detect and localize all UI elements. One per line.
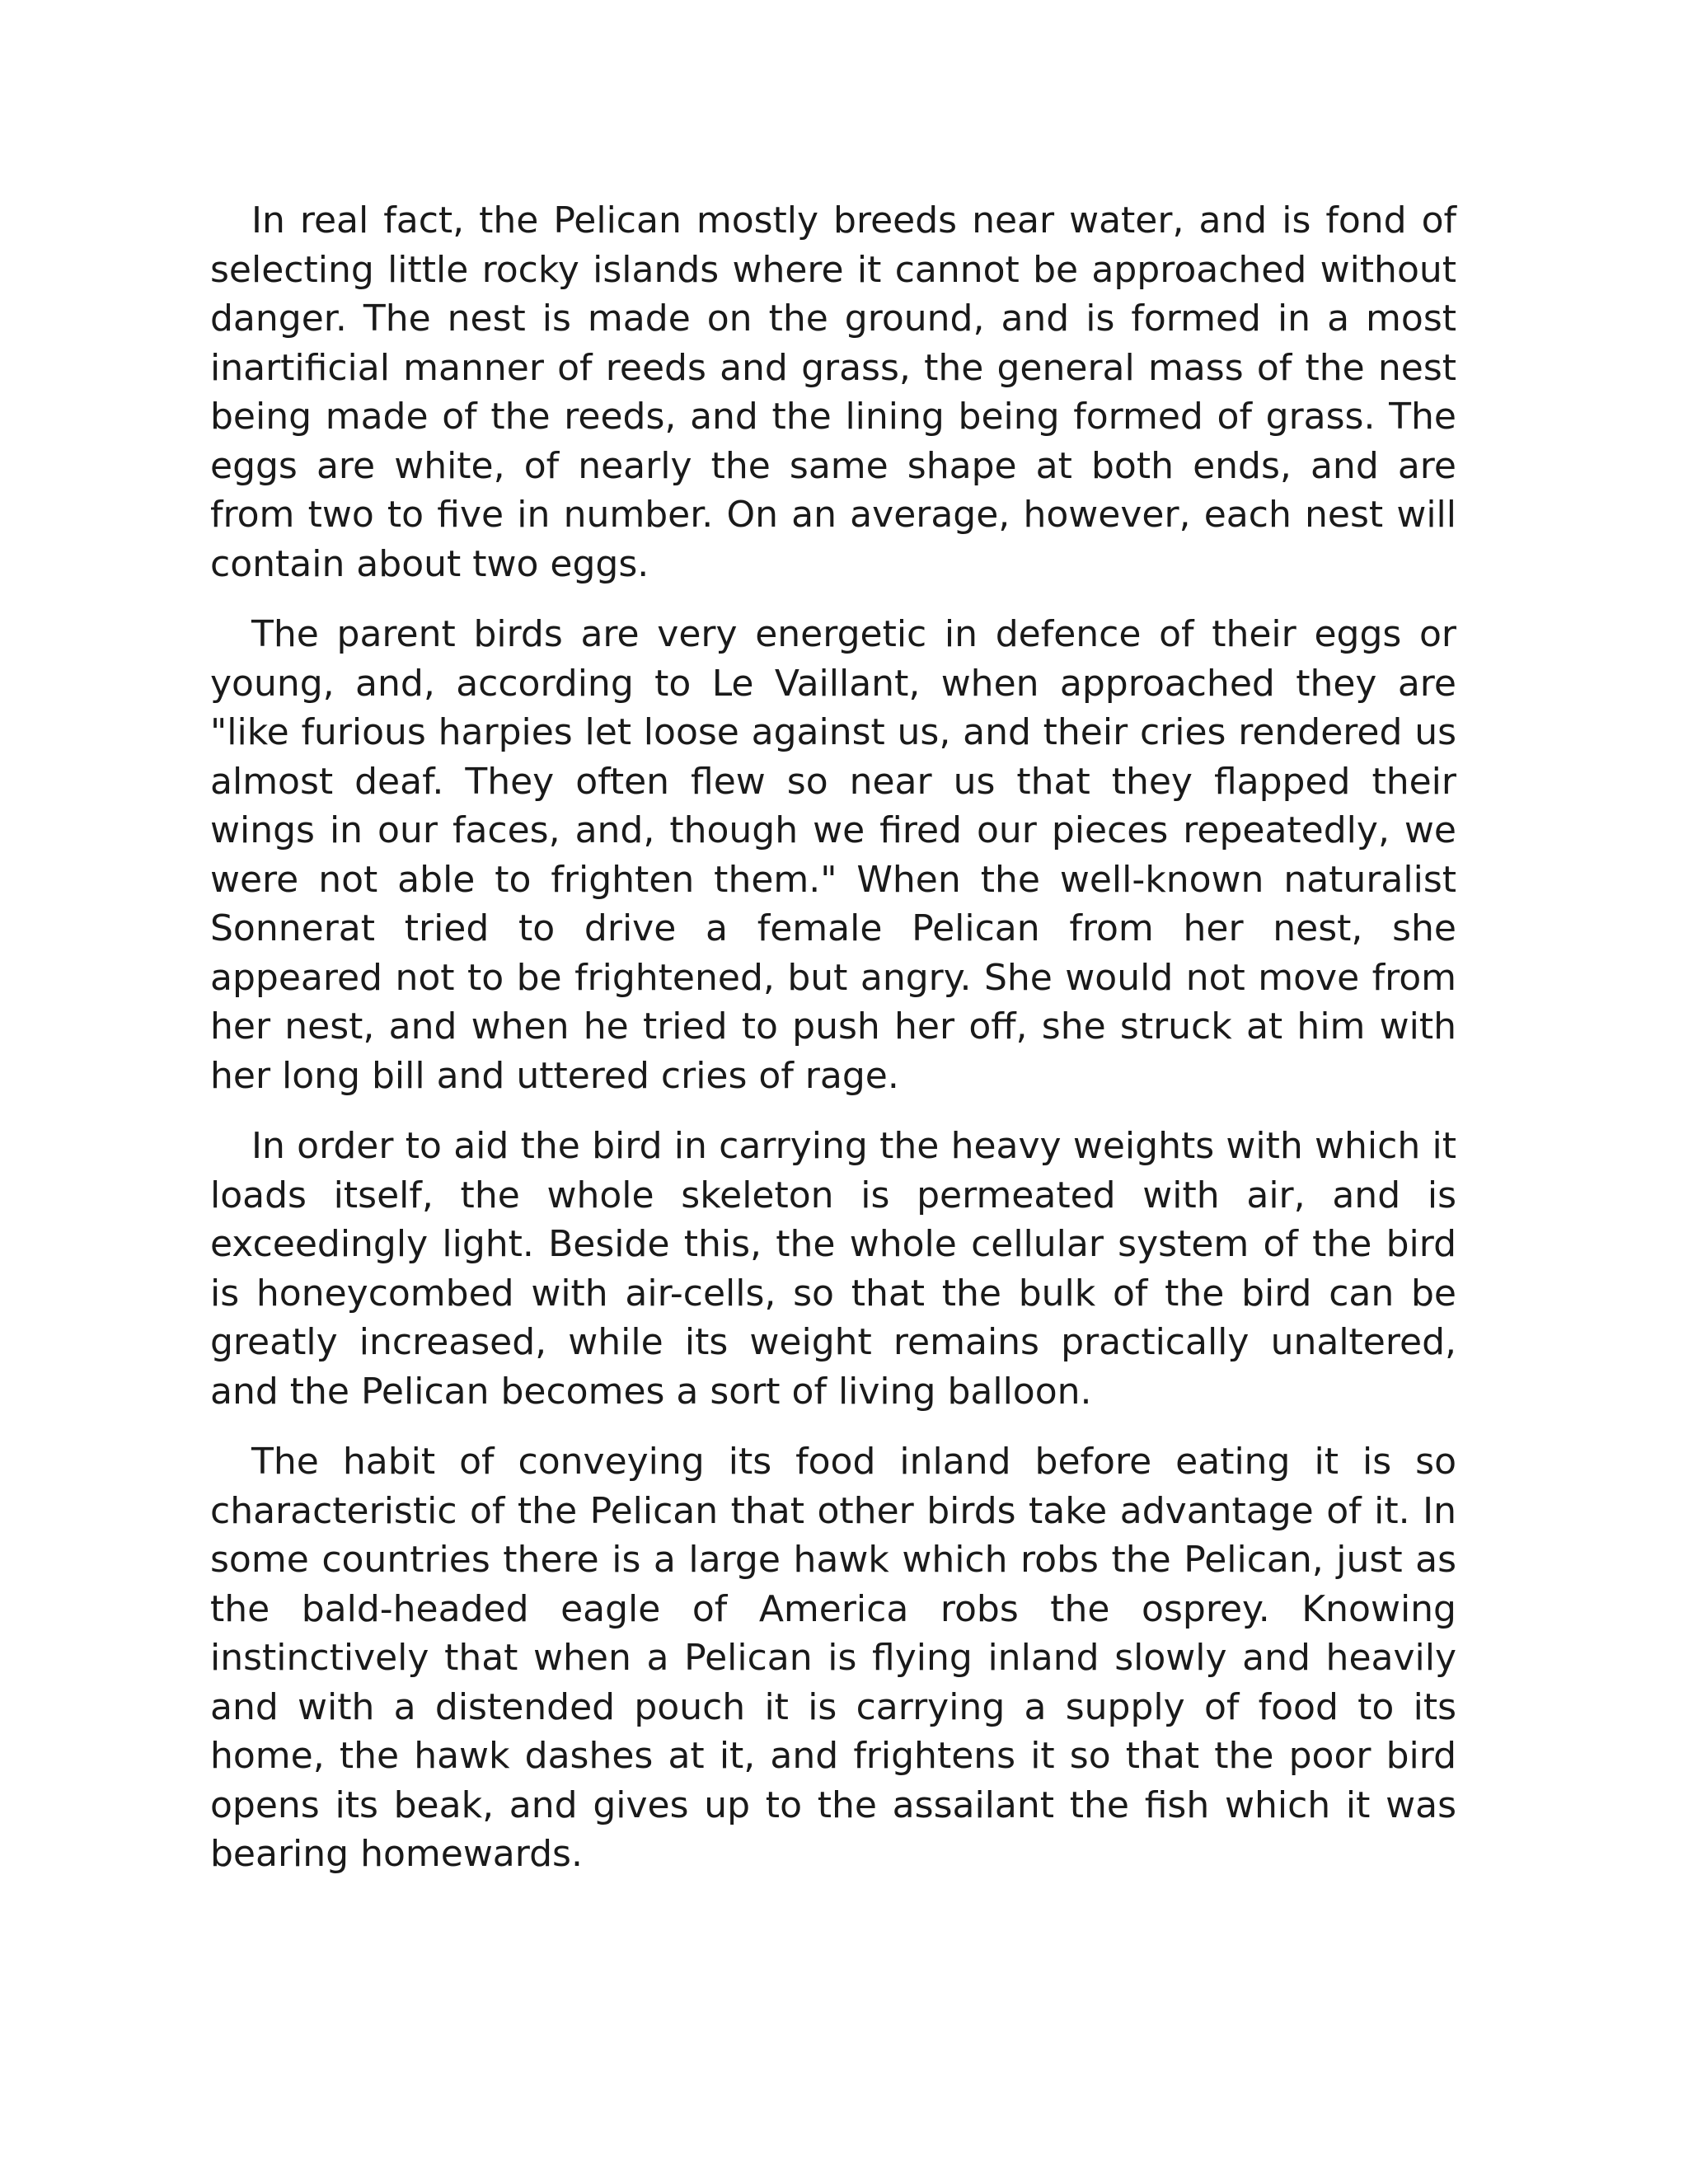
- paragraph-parent-defence: The parent birds are very energetic in defence of their eggs or young, and, according to Le Vaillant, when approached they are "like furious harpies let loose against us, and their cries rendered us almost deaf. They often flew so near us that they flapped their wings in our faces, and, though we fired our pieces repeatedly, we were not able to frighten them." When the well-known naturalist Sonnerat tried to drive a female Pelican from her nest, she appeared not to be frightened, but angry. She would not move from her nest, and when he tried to push her off, she struck at him with her long bill and uttered cries of rage.: [210, 613, 1456, 1097]
- body-text: [210, 196, 1456, 1879]
- paragraph-hawk-robbery: The habit of conveying its food inland before eating it is so characteristic of the Pelican that other birds take advantage of it. In some countries there is a large hawk which robs the Pelican, just as the bald-headed eagle of America robs the osprey. Knowing instinctively that when a Pelican is flying inland slowly and heavily and with a distended pouch it is carrying a supply of food to its home, the hawk dashes at it, and frightens it so that the poor bird opens its beak, and gives up to the assailant the fish which it was bearing homewards.: [210, 1441, 1456, 1875]
- paragraph-pelican-nesting: In real fact, the Pelican mostly breeds near water, and is fond of selecting little rocky islands where it cannot be approached without danger. The nest is made on the ground, and is formed in a most inartificial manner of reeds and grass, the general mass of the nest being made of the reeds, and the lining being formed of grass. The eggs are white, of nearly the same shape at both ends, and are from two to five in number. On an average, however, each nest will contain about two eggs.: [210, 199, 1456, 585]
- paragraph-air-skeleton: In order to aid the bird in carrying the heavy weights with which it loads itself, the whole skeleton is permeated with air, and is exceedingly light. Beside this, the whole cellular system of the bird is honeycombed with air-cells, so that the bulk of the bird can be greatly increased, while its weight remains practically unaltered, and the Pelican becomes a sort of living balloon.: [210, 1125, 1456, 1413]
